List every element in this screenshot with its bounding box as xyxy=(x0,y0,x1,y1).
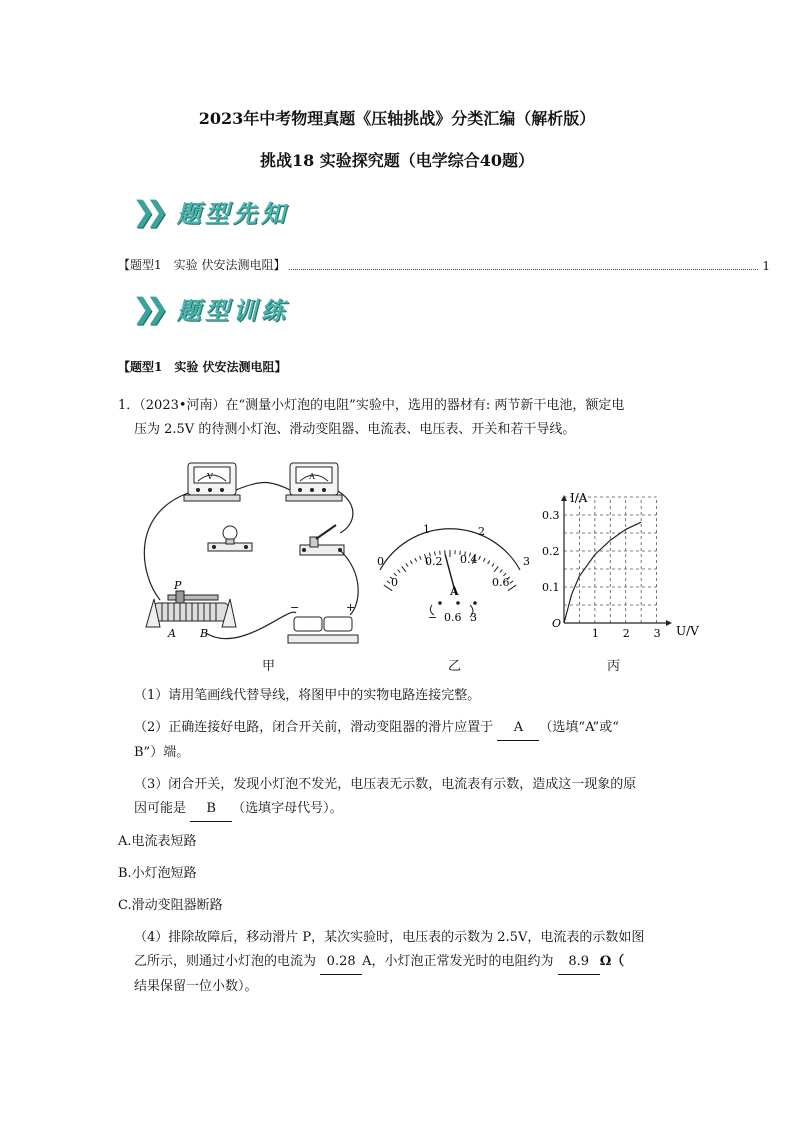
toc-dot-leader xyxy=(289,269,758,270)
figures-panel xyxy=(140,455,700,655)
dial-tick xyxy=(415,558,417,562)
part-4: （4）排除故障后，移动滑片 P，某次实验时，电压表的示数为 2.5V，电流表的示数如图 乙所示，则通过小灯泡的电流为 0.28 A，小灯泡正常发光时的电阻约为 8.9 Ω（ 结果保留一位小数）。 xyxy=(134,930,645,994)
dial-bottom-0.4: 0.4 xyxy=(460,553,478,566)
dial-tick xyxy=(387,581,390,583)
dial-tick xyxy=(492,563,494,566)
toc-entry-label: 【题型1 实验 伏安法测电阻】 xyxy=(118,258,286,272)
chart-origin: O xyxy=(552,617,562,630)
caption-jia: 甲 xyxy=(262,659,276,674)
dial-tick xyxy=(488,561,490,564)
question-intro xyxy=(118,394,698,442)
iv-curve xyxy=(564,522,641,623)
question-intro-line2: 压为 2.5V 的待测小灯泡、滑动变阻器、电流表、电压表、开关和若干导线。 xyxy=(134,422,576,437)
rheostat xyxy=(146,579,236,640)
dial-unit: A xyxy=(450,584,459,598)
lamp xyxy=(208,526,252,551)
question-number: 1． xyxy=(118,398,140,413)
x-tick-label: 2 xyxy=(622,627,630,640)
ammeter-label: A xyxy=(309,472,315,481)
toc-page-number: 1 xyxy=(762,259,770,273)
option-b: B.小灯泡短路 xyxy=(118,866,197,881)
y-tick-label: 0.2 xyxy=(542,545,560,558)
y-tick-label: 0.3 xyxy=(542,509,560,522)
dial-tick xyxy=(398,570,401,573)
dial-top-0: 0 xyxy=(377,555,384,568)
section-heading: 【题型1 实验 伏安法测电阻】 xyxy=(118,360,287,374)
iv-chart xyxy=(542,491,699,640)
document-subtitle: 挑战18 实验探究题（电学综合40题） xyxy=(259,151,535,170)
dial-tick xyxy=(420,556,422,560)
dial-tick xyxy=(410,561,412,564)
dial-tick xyxy=(510,581,513,583)
dial-top-1: 1 xyxy=(423,523,430,536)
dial-top-2: 2 xyxy=(478,525,485,538)
ammeter-dial-figure xyxy=(377,523,530,624)
dial-tick xyxy=(494,566,498,572)
option-a: A.电流表短路 xyxy=(118,834,197,849)
x-axis-arrow-icon xyxy=(666,620,672,626)
part-3: （3）闭合开关，发现小灯泡不发光，电压表无示数，电流表有示数，造成这一现象的原 因可能是 B （选填字母代号）。 xyxy=(134,773,704,822)
answer-blank-4b[interactable]: 8.9 xyxy=(558,950,600,975)
banner-training-label: 题型训练 xyxy=(176,296,289,325)
battery xyxy=(288,601,358,643)
ammeter xyxy=(286,463,342,501)
dial-terminal-3: 3 xyxy=(470,611,477,624)
slider-label: P xyxy=(174,579,182,592)
y-tick-label: 0.1 xyxy=(542,581,560,594)
dial-tick xyxy=(483,558,485,562)
caption-yi: 乙 xyxy=(448,659,462,674)
x-tick-label: 1 xyxy=(591,627,599,640)
rheostat-end-a-label: A xyxy=(168,627,176,640)
answer-blank-3[interactable]: B xyxy=(190,797,232,822)
banner-preview xyxy=(132,193,289,229)
x-tick-label: 3 xyxy=(653,627,661,640)
switch xyxy=(300,525,344,555)
question-parts xyxy=(118,684,704,999)
chart-ylabel: I/A xyxy=(570,491,588,505)
chart-xlabel: U/V xyxy=(676,624,699,638)
dial-tick xyxy=(406,563,408,566)
double-chevron-icon: ❯❯ xyxy=(132,194,159,228)
banner-preview-label: 题型先知 xyxy=(176,199,289,228)
voltmeter-label: V xyxy=(207,472,213,481)
dial-terminal-0.6: 0.6 xyxy=(444,611,462,624)
answer-blank-4a[interactable]: 0.28 xyxy=(320,950,362,975)
circuit-figure xyxy=(144,463,358,643)
dial-tick xyxy=(402,566,406,572)
dial-tick xyxy=(500,570,503,573)
part-2: （2）正确连接好电路，闭合开关前，滑动变阻器的滑片应置于 A （选填“A”或“ B”）端。 xyxy=(134,716,704,765)
battery-positive-label: + xyxy=(346,601,356,614)
answer-blank-2[interactable]: A xyxy=(497,716,539,741)
caption-bing: 丙 xyxy=(607,659,621,674)
banner-training xyxy=(132,290,289,326)
document-title: 2023年中考物理真题《压轴挑战》分类汇编（解析版） xyxy=(198,109,596,128)
double-chevron-icon: ❯❯ xyxy=(132,291,159,325)
dial-tick xyxy=(479,556,481,560)
option-c: C.滑动变阻器断路 xyxy=(118,898,223,913)
question-intro-line1: （2023•河南）在“测量小灯泡的电阻”实验中，选用的器材有: 两节新干电池，额定电 xyxy=(139,398,625,413)
toc-entry[interactable] xyxy=(118,256,770,273)
dial-bottom-0.6: 0.6 xyxy=(492,576,510,589)
part-1: （1）请用笔画线代替导线，将图甲中的实物电路连接完整。 xyxy=(134,688,481,703)
dial-bottom-0: 0 xyxy=(391,576,398,589)
y-axis-arrow-icon xyxy=(561,495,567,501)
battery-negative-label: − xyxy=(290,601,300,614)
rheostat-end-b-label: B xyxy=(200,627,209,640)
iv-chart-grid xyxy=(564,497,657,623)
voltmeter xyxy=(184,463,240,501)
dial-top-3: 3 xyxy=(523,555,530,568)
dial-terminal-neg: − xyxy=(428,611,438,624)
dial-bottom-0.2: 0.2 xyxy=(425,555,443,568)
